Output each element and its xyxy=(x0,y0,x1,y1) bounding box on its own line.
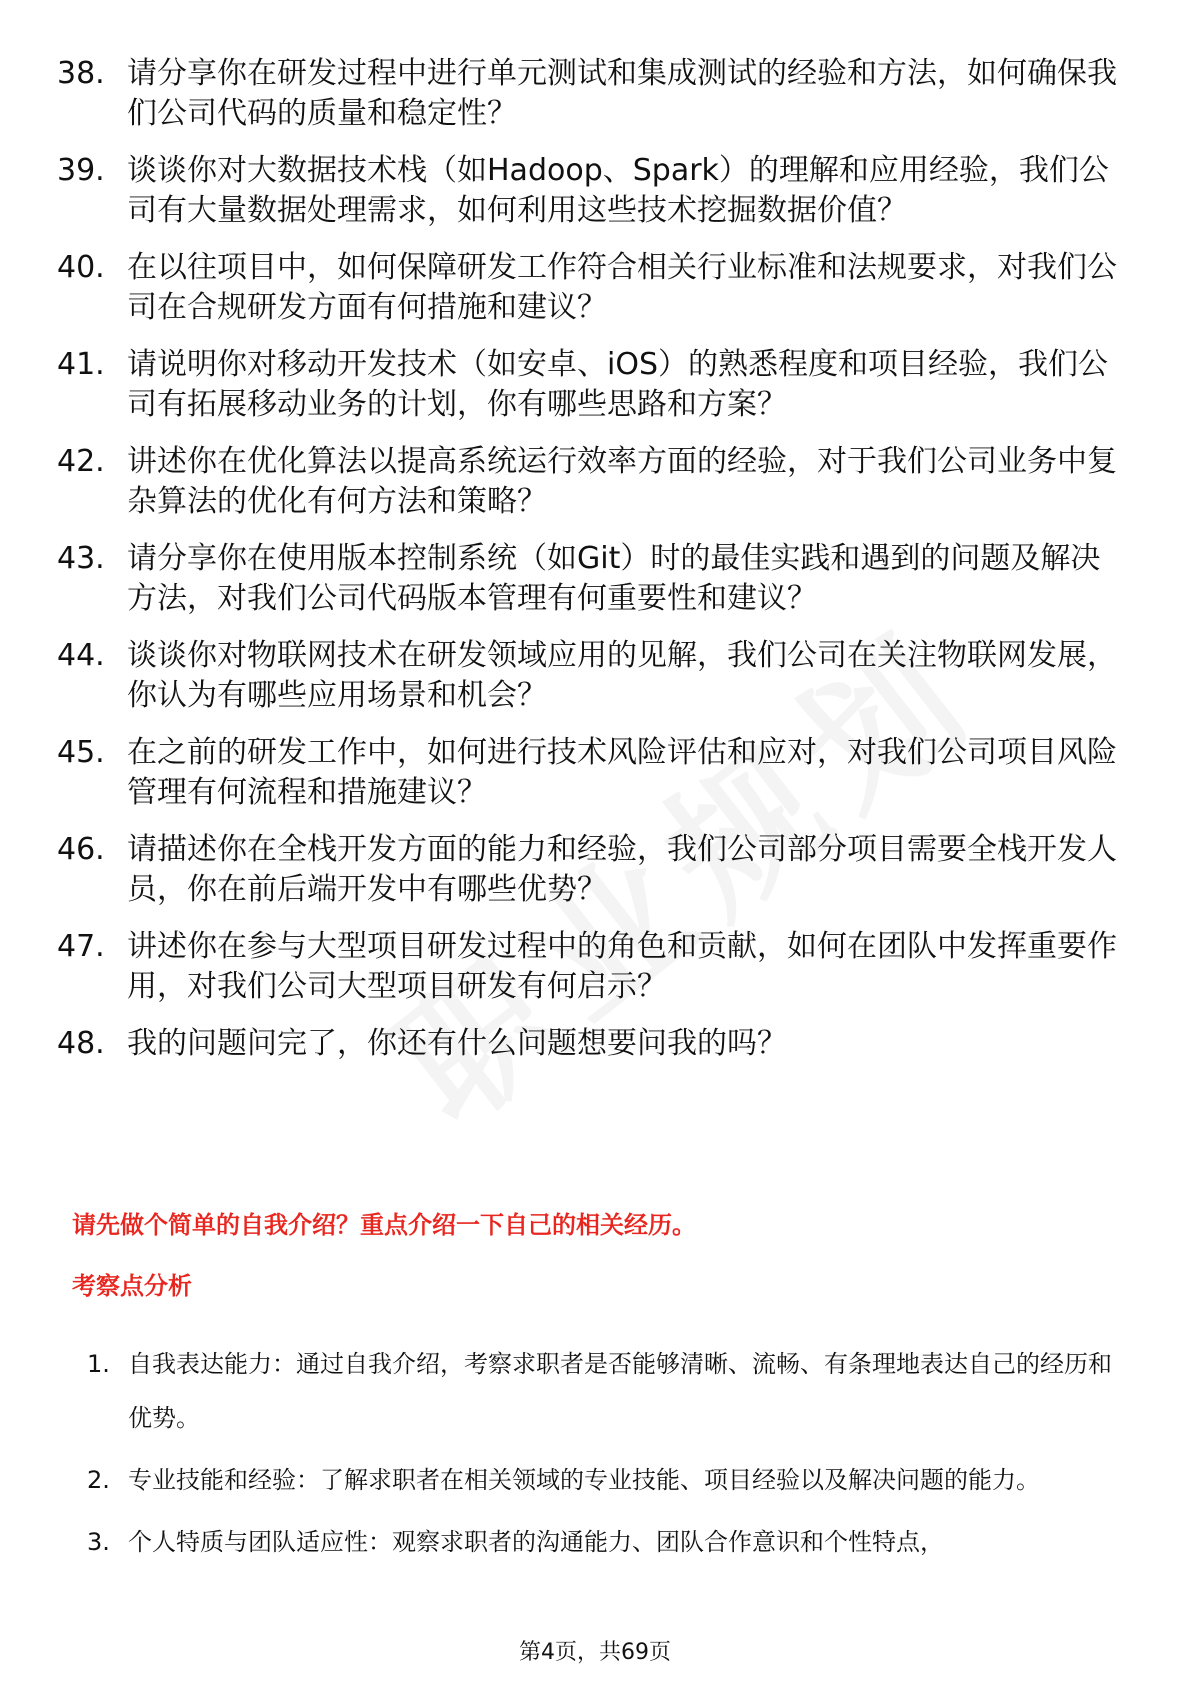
question-text: 谈谈你对物联网技术在研发领域应用的见解，我们公司在关注物联网发展，你认为有哪些应用场景和机会？ xyxy=(127,638,1117,713)
question-item xyxy=(57,830,1117,910)
analysis-point-text: 专业技能和经验：了解求职者在相关领域的专业技能、项目经验以及解决问题的能力。 xyxy=(128,1466,1040,1494)
question-item xyxy=(57,151,1117,231)
question-item xyxy=(57,248,1117,328)
question-number: 41. xyxy=(57,347,105,382)
question-number: 48. xyxy=(57,1026,105,1061)
question-number: 39. xyxy=(57,153,105,188)
question-text: 请分享你在使用版本控制系统（如Git）时的最佳实践和遇到的问题及解决方法，对我们公司代码版本管理有何重要性和建议？ xyxy=(127,541,1101,616)
question-number: 40. xyxy=(57,250,105,285)
question-text: 请描述你在全栈开发方面的能力和经验，我们公司部分项目需要全栈开发人员，你在前后端开发中有哪些优势？ xyxy=(127,832,1117,907)
question-text: 谈谈你对大数据技术栈（如Hadoop、Spark）的理解和应用经验，我们公司有大量数据处理需求，如何利用这些技术挖掘数据价值？ xyxy=(127,153,1109,228)
question-item xyxy=(57,54,1117,134)
question-item xyxy=(57,636,1117,716)
question-number: 46. xyxy=(57,832,105,867)
question-item xyxy=(57,1024,1117,1064)
question-number: 47. xyxy=(57,929,105,964)
analysis-point-number: 3. xyxy=(87,1528,110,1556)
question-text: 我的问题问完了，你还有什么问题想要问我的吗？ xyxy=(127,1026,787,1061)
analysis-point-text: 个人特质与团队适应性：观察求职者的沟通能力、团队合作意识和个性特点， xyxy=(128,1528,944,1556)
question-item xyxy=(57,733,1117,813)
page-footer: 第4页，共69页 xyxy=(519,1640,671,1665)
question-text: 讲述你在参与大型项目研发过程中的角色和贡献，如何在团队中发挥重要作用，对我们公司大型项目研发有何启示？ xyxy=(127,929,1117,1004)
question-item xyxy=(57,927,1117,1007)
question-text: 在以往项目中，如何保障研发工作符合相关行业标准和法规要求，对我们公司在合规研发方面有何措施和建议？ xyxy=(127,250,1117,325)
analysis-point xyxy=(80,1337,1120,1445)
analysis-point xyxy=(80,1515,1120,1569)
analysis-point-text: 自我表达能力：通过自我介绍，考察求职者是否能够清晰、流畅、有条理地表达自己的经历和优势。 xyxy=(128,1350,1112,1432)
intro-question-heading: 请先做个简单的自我介绍？重点介绍一下自己的相关经历。 xyxy=(72,1211,696,1239)
question-item xyxy=(57,442,1117,522)
question-text: 请分享你在研发过程中进行单元测试和集成测试的经验和方法，如何确保我们公司代码的质量和稳定性？ xyxy=(127,56,1117,131)
question-item xyxy=(57,345,1117,425)
question-number: 42. xyxy=(57,444,105,479)
analysis-point-number: 2. xyxy=(87,1466,110,1494)
question-text: 在之前的研发工作中，如何进行技术风险评估和应对，对我们公司项目风险管理有何流程和措施建议？ xyxy=(127,735,1117,810)
analysis-point-number: 1. xyxy=(87,1350,110,1378)
analysis-heading: 考察点分析 xyxy=(72,1272,192,1300)
analysis-point-list xyxy=(80,1337,1120,1577)
question-number: 45. xyxy=(57,735,105,770)
question-item xyxy=(57,539,1117,619)
question-number: 43. xyxy=(57,541,105,576)
analysis-point xyxy=(80,1453,1120,1507)
question-number: 44. xyxy=(57,638,105,673)
question-text: 讲述你在优化算法以提高系统运行效率方面的经验，对于我们公司业务中复杂算法的优化有何方法和策略？ xyxy=(127,444,1117,519)
question-text: 请说明你对移动开发技术（如安卓、iOS）的熟悉程度和项目经验，我们公司有拓展移动业务的计划，你有哪些思路和方案？ xyxy=(127,347,1108,422)
question-list xyxy=(57,54,1117,1081)
question-number: 38. xyxy=(57,56,105,91)
